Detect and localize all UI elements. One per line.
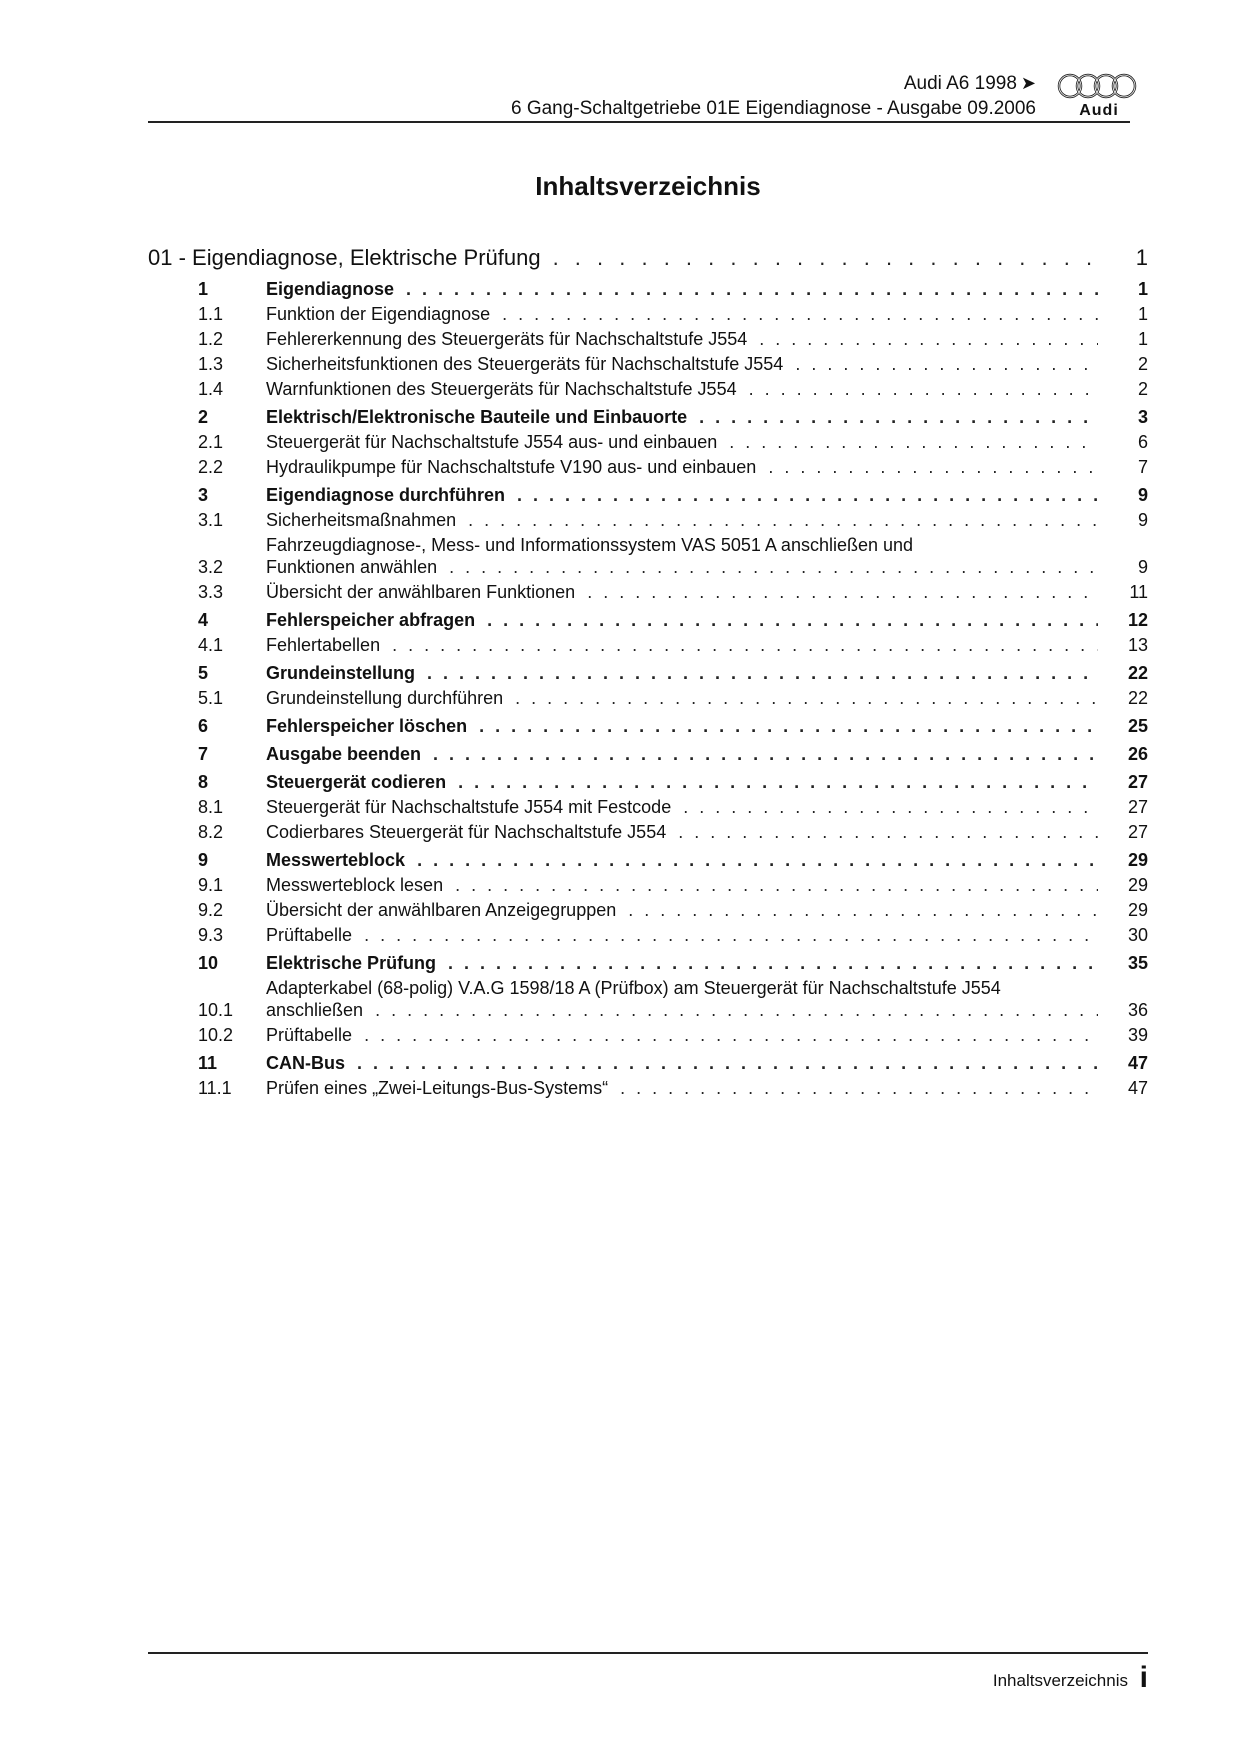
toc-title: Sicherheitsmaßnahmen bbox=[266, 510, 457, 530]
toc-title: Codierbares Steuergerät für Nachschaltstufe J554 bbox=[266, 822, 667, 842]
toc-number: 2.1 bbox=[198, 432, 224, 452]
toc-leader bbox=[553, 244, 1094, 272]
toc-title-continued: Funktionen anwählen bbox=[266, 557, 438, 577]
toc-leader bbox=[406, 278, 1098, 300]
toc-leader bbox=[468, 509, 1098, 531]
toc-page-number: 9 bbox=[1137, 557, 1148, 577]
toc-page-number: 1 bbox=[1137, 279, 1148, 299]
toc-leader bbox=[449, 556, 1098, 578]
toc-leader bbox=[487, 609, 1098, 631]
toc-page-number: 47 bbox=[1127, 1078, 1148, 1098]
toc-page-number: 2 bbox=[1137, 379, 1148, 399]
toc-number: 7 bbox=[198, 744, 209, 764]
toc-leader bbox=[364, 1024, 1098, 1046]
toc-title: Grundeinstellung bbox=[266, 663, 416, 683]
toc-page-number: 9 bbox=[1137, 510, 1148, 530]
toc-page-number: 22 bbox=[1127, 688, 1148, 708]
toc-page-number: 29 bbox=[1127, 900, 1148, 920]
toc-number: 1.4 bbox=[198, 379, 224, 399]
toc-title: Warnfunktionen des Steuergeräts für Nachschaltstufe J554 bbox=[266, 379, 737, 399]
toc-leader bbox=[749, 378, 1098, 400]
toc-page-number: 47 bbox=[1127, 1053, 1148, 1073]
toc-entries bbox=[148, 278, 1148, 1099]
toc-number: 8.2 bbox=[198, 822, 224, 842]
arrow-icon: ➤ bbox=[1020, 73, 1036, 93]
toc-title: Messwerteblock bbox=[266, 850, 406, 870]
toc-number: 1.2 bbox=[198, 329, 224, 349]
toc-subsection[interactable] bbox=[148, 1024, 1148, 1046]
toc-page-number: 12 bbox=[1127, 610, 1148, 630]
toc-number: 11.1 bbox=[198, 1078, 232, 1098]
toc-number: 9.3 bbox=[198, 925, 224, 945]
page-title: Inhaltsverzeichnis bbox=[535, 171, 761, 201]
footer-page-number: i bbox=[1139, 1661, 1148, 1694]
toc-title: Messwerteblock lesen bbox=[266, 875, 444, 895]
toc-leader bbox=[683, 796, 1098, 818]
toc-page-number: 11 bbox=[1129, 582, 1148, 602]
toc-title: Funktion der Eigendiagnose bbox=[266, 304, 491, 324]
toc-number: 3.2 bbox=[198, 557, 224, 577]
toc-title: Ausgabe beenden bbox=[266, 744, 422, 764]
toc-page-number: 3 bbox=[1137, 407, 1148, 427]
toc-title: Eigendiagnose durchführen bbox=[266, 485, 506, 505]
toc-subsection[interactable] bbox=[148, 456, 1148, 478]
toc-title: Elektrisch/Elektronische Bauteile und Einbauorte bbox=[266, 407, 688, 427]
page-header bbox=[148, 72, 1148, 124]
toc-number: 11 bbox=[198, 1053, 218, 1073]
toc-number: 10.1 bbox=[198, 1000, 234, 1020]
toc-number: 8.1 bbox=[198, 797, 224, 817]
toc-number: 9 bbox=[198, 850, 209, 870]
toc-subsection[interactable] bbox=[148, 1077, 1148, 1099]
toc-leader bbox=[587, 581, 1098, 603]
toc-leader bbox=[375, 999, 1098, 1021]
toc-title: Prüfen eines „Zwei-Leitungs-Bus-Systems“ bbox=[266, 1078, 609, 1098]
toc-number: 5.1 bbox=[198, 688, 224, 708]
toc-subsection[interactable] bbox=[148, 431, 1148, 453]
toc-leader bbox=[357, 1052, 1098, 1074]
toc-leader bbox=[517, 484, 1098, 506]
toc-title: Fehlerspeicher abfragen bbox=[266, 610, 476, 630]
toc-leader bbox=[699, 406, 1098, 428]
toc-leader bbox=[448, 952, 1098, 974]
toc-title: Grundeinstellung durchführen bbox=[266, 688, 504, 708]
toc-page-number: 25 bbox=[1127, 716, 1148, 736]
toc-leader bbox=[502, 303, 1098, 325]
toc-subsection[interactable] bbox=[148, 581, 1148, 603]
toc-leader bbox=[515, 687, 1098, 709]
audi-rings-icon bbox=[1050, 72, 1148, 102]
toc-leader bbox=[759, 328, 1098, 350]
toc-subsection[interactable] bbox=[148, 796, 1148, 818]
toc-chapter-page: 1 bbox=[1135, 245, 1148, 270]
toc-page-number: 29 bbox=[1127, 850, 1148, 870]
toc-leader bbox=[768, 456, 1098, 478]
toc-page-number: 22 bbox=[1127, 663, 1148, 683]
toc-page-number: 7 bbox=[1137, 457, 1148, 477]
toc-page-number: 26 bbox=[1127, 744, 1148, 764]
toc-page-number: 27 bbox=[1127, 797, 1148, 817]
toc-title: Steuergerät für Nachschaltstufe J554 aus- und einbauen bbox=[266, 432, 718, 452]
toc-subsection[interactable] bbox=[148, 977, 1148, 1021]
toc-title: Prüftabelle bbox=[266, 925, 353, 945]
toc-leader bbox=[458, 771, 1098, 793]
toc-title: Fehlerspeicher löschen bbox=[266, 716, 468, 736]
toc-number: 9.2 bbox=[198, 900, 224, 920]
toc-number: 9.1 bbox=[198, 875, 224, 895]
toc-page-number: 35 bbox=[1127, 953, 1148, 973]
toc-subsection[interactable] bbox=[148, 687, 1148, 709]
toc-section[interactable] bbox=[148, 715, 1148, 737]
toc-page-number: 2 bbox=[1137, 354, 1148, 374]
toc-number: 3 bbox=[198, 485, 209, 505]
toc-number: 10 bbox=[198, 953, 219, 973]
toc-number: 4.1 bbox=[198, 635, 224, 655]
toc-page-number: 30 bbox=[1127, 925, 1148, 945]
toc-subsection[interactable] bbox=[148, 353, 1148, 375]
header-model bbox=[904, 72, 1036, 95]
toc-leader bbox=[417, 849, 1098, 871]
toc-subsection[interactable] bbox=[148, 634, 1148, 656]
toc-title: Prüftabelle bbox=[266, 1025, 353, 1045]
toc-page-number: 36 bbox=[1127, 1000, 1148, 1020]
footer-label: Inhaltsverzeichnis bbox=[992, 1671, 1128, 1690]
toc-leader bbox=[433, 743, 1098, 765]
toc-page-number: 1 bbox=[1137, 329, 1148, 349]
toc-page-number: 9 bbox=[1137, 485, 1148, 505]
toc-subsection[interactable] bbox=[148, 534, 1148, 578]
toc-chapter[interactable] bbox=[148, 238, 1148, 272]
toc-page-number: 13 bbox=[1127, 635, 1148, 655]
toc-title: Übersicht der anwählbaren Funktionen bbox=[266, 582, 576, 602]
toc-leader bbox=[678, 821, 1098, 843]
toc-title: Fehlererkennung des Steuergeräts für Nachschaltstufe J554 bbox=[266, 329, 748, 349]
toc-page-number: 27 bbox=[1127, 822, 1148, 842]
toc-title: Übersicht der anwählbaren Anzeigegruppen bbox=[266, 900, 617, 920]
audi-logo-text: Audi bbox=[1079, 102, 1119, 119]
toc-leader bbox=[427, 662, 1098, 684]
toc-number: 2.2 bbox=[198, 457, 224, 477]
toc-section[interactable] bbox=[148, 849, 1148, 871]
audi-logo bbox=[1050, 72, 1148, 122]
toc-title: Adapterkabel (68-polig) V.A.G 1598/18 A (Prüfbox) am Steuergerät für Nachschaltstufe J554 bbox=[266, 978, 1001, 998]
toc-section[interactable] bbox=[148, 771, 1148, 793]
toc-section[interactable] bbox=[148, 662, 1148, 684]
toc-title: Fahrzeugdiagnose-, Mess- und Informationssystem VAS 5051 A anschließen und bbox=[266, 535, 914, 555]
toc-title-continued: anschließen bbox=[266, 1000, 364, 1020]
header-model-text: Audi A6 1998 bbox=[903, 73, 1017, 94]
toc-section[interactable] bbox=[148, 1052, 1148, 1074]
toc-number: 8 bbox=[198, 772, 209, 792]
toc-leader bbox=[455, 874, 1098, 896]
toc-section[interactable] bbox=[148, 278, 1148, 300]
footer-divider bbox=[148, 1652, 1148, 1654]
toc-section[interactable] bbox=[148, 952, 1148, 974]
toc-leader bbox=[795, 353, 1098, 375]
toc-page-number: 1 bbox=[1137, 304, 1148, 324]
toc-title: Steuergerät für Nachschaltstufe J554 mit Festcode bbox=[266, 797, 672, 817]
toc-title: Hydraulikpumpe für Nachschaltstufe V190 aus- und einbauen bbox=[266, 457, 757, 477]
toc-title: CAN-Bus bbox=[266, 1053, 345, 1073]
toc-chapter-label: 01 - Eigendiagnose, Elektrische Prüfung bbox=[148, 245, 541, 270]
toc-subsection[interactable] bbox=[148, 874, 1148, 896]
toc-leader bbox=[729, 431, 1098, 453]
toc-title: Eigendiagnose bbox=[266, 279, 395, 299]
toc-section[interactable] bbox=[148, 743, 1148, 765]
toc-number: 5 bbox=[198, 663, 209, 683]
toc-number: 3.1 bbox=[198, 510, 224, 530]
toc-title: Steuergerät codieren bbox=[266, 772, 447, 792]
toc-page-number: 39 bbox=[1127, 1025, 1148, 1045]
toc-leader bbox=[628, 899, 1098, 921]
toc-number: 1.1 bbox=[198, 304, 224, 324]
toc-title: Sicherheitsfunktionen des Steuergeräts für Nachschaltstufe J554 bbox=[266, 354, 784, 374]
table-of-contents bbox=[148, 238, 1148, 1102]
toc-subsection[interactable] bbox=[148, 378, 1148, 400]
toc-subsection[interactable] bbox=[148, 924, 1148, 946]
toc-number: 1.3 bbox=[198, 354, 224, 374]
toc-number: 10.2 bbox=[198, 1025, 234, 1045]
toc-section[interactable] bbox=[148, 484, 1148, 506]
toc-section[interactable] bbox=[148, 609, 1148, 631]
toc-subsection[interactable] bbox=[148, 899, 1148, 921]
toc-section[interactable] bbox=[148, 406, 1148, 428]
header-divider bbox=[148, 121, 1130, 123]
toc-subsection[interactable] bbox=[148, 509, 1148, 531]
toc-subsection[interactable] bbox=[148, 328, 1148, 350]
toc-number: 2 bbox=[198, 407, 209, 427]
toc-subsection[interactable] bbox=[148, 303, 1148, 325]
toc-leader bbox=[620, 1077, 1098, 1099]
toc-leader bbox=[479, 715, 1098, 737]
toc-title: Fehlertabellen bbox=[266, 635, 381, 655]
toc-title: Elektrische Prüfung bbox=[266, 953, 437, 973]
toc-number: 4 bbox=[198, 610, 209, 630]
toc-page-number: 29 bbox=[1127, 875, 1148, 895]
toc-leader bbox=[364, 924, 1098, 946]
header-subtitle: 6 Gang-Schaltgetriebe 01E Eigendiagnose - Ausgabe 09.2006 bbox=[510, 98, 1036, 119]
toc-page-number: 27 bbox=[1127, 772, 1148, 792]
toc-leader bbox=[392, 634, 1098, 656]
toc-number: 6 bbox=[198, 716, 209, 736]
toc-page-number: 6 bbox=[1137, 432, 1148, 452]
toc-subsection[interactable] bbox=[148, 821, 1148, 843]
toc-number: 1 bbox=[198, 279, 209, 299]
toc-number: 3.3 bbox=[198, 582, 224, 602]
